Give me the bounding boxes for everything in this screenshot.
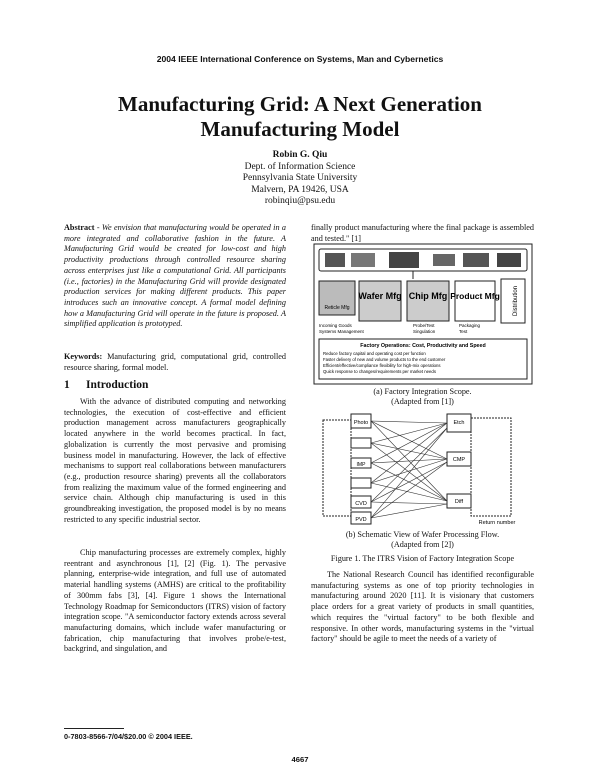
author-name: Robin G. Qiu bbox=[272, 150, 328, 160]
flow-lines bbox=[371, 421, 447, 518]
keywords bbox=[64, 352, 286, 373]
figure-factory-scope bbox=[313, 243, 533, 385]
abstract bbox=[64, 223, 286, 330]
author-dept: Dept. of Information Science bbox=[244, 161, 356, 172]
node-label: CMP bbox=[452, 457, 466, 463]
product-label: Product Mfg bbox=[450, 291, 500, 301]
wafer-label: Wafer Mfg bbox=[358, 291, 402, 301]
packaging-label: Packaging bbox=[459, 323, 481, 328]
flow-node bbox=[351, 478, 371, 488]
flow-loop bbox=[323, 420, 351, 516]
right-bottom-paragraph: The National Research Council has identified reconfigurable manufacturing systems as one of top priority technologies in manufacturing around 2020 [11]. It is visionary that customers place orders for a great variety of products in small quantities, which requires the "virtual factory" to be both flexible and responsive. In other words, manufacturing systems in the "virtual factory" should be agile to meet the needs of a variety of bbox=[311, 570, 534, 644]
keywords-label: Keywords: bbox=[64, 352, 103, 361]
speed-bullet: Efficient/effective/compliance flexibility for high-mix operations bbox=[323, 363, 441, 368]
paper-title: Manufacturing Grid: A Next Generation Manufacturing Model bbox=[118, 92, 482, 141]
product-box bbox=[455, 281, 495, 321]
abstract-text: - We envision that manufacturing would be operated in a more integrated and collaborative fashion in the future. A Manufacturing Grid would be created for low-cost and high productivity productions through controlled resource sharing across enterprises just like a computational Grid. All participants (i.e., factories) in the Manufacturing Grid will provide designated production services for making different products. This paper introduces such an innovative concept. A formal model defining how a Manufacturing Grid will operate in the future is proposed. A simplified application is prototyped. bbox=[64, 223, 286, 329]
keywords-text: Manufacturing grid, computational grid, controlled resource sharing, formal model. bbox=[64, 352, 286, 372]
figure-b-caption: (b) Schematic View of Wafer Processing Flow. bbox=[345, 530, 500, 539]
distribution-label: Distribution bbox=[513, 285, 519, 317]
speed-bullet: Reduce factory capital and operating cost per function bbox=[323, 351, 426, 356]
node-label: IMP bbox=[356, 462, 366, 468]
node-label: Etch bbox=[453, 420, 465, 426]
building-icon bbox=[497, 253, 521, 267]
section-heading bbox=[64, 379, 148, 391]
node-label: Diff bbox=[454, 499, 464, 505]
figure-a-caption: (a) Factory Integration Scope. bbox=[373, 387, 472, 396]
truck-icon bbox=[433, 254, 455, 266]
test-label: Test bbox=[459, 329, 468, 334]
incoming-label: Incoming Goods bbox=[319, 323, 352, 328]
figure-a-source: (Adapted from [1]) bbox=[391, 397, 454, 406]
factory-icon bbox=[389, 252, 419, 268]
right-top-paragraph: finally product manufacturing where the final package is assembled and tested." [1] bbox=[311, 223, 534, 243]
speed-title: Factory Operations: Cost, Productivity and Speed bbox=[360, 343, 486, 349]
singulation-label: Singulation bbox=[413, 329, 436, 334]
node-label: CVD bbox=[355, 501, 367, 507]
return-number-label: Return number bbox=[478, 520, 516, 526]
section-number: 1 bbox=[64, 379, 70, 391]
footnote-rule bbox=[64, 728, 124, 729]
equipment-icon bbox=[351, 253, 375, 267]
speed-bullet: Quick response to changes/requirements per market needs bbox=[323, 369, 436, 374]
warehouse-icon bbox=[463, 253, 489, 267]
author-university: Pennsylvania State University bbox=[242, 173, 358, 184]
copyright-footnote: 0-7803-8566-7/04/$20.00 © 2004 IEEE. bbox=[64, 732, 193, 741]
node-label: Photo bbox=[353, 420, 369, 426]
intro-paragraph-2: Chip manufacturing processes are extremely complex, highly reentrant and asynchronous [1], [2] (Fig. 1). The pervasive planning, enterprise-wide integration, and full use of automated material handling systems (AMHS) are critical to the profitability of 300mm fabs [3], [4]. Figure 1 shows the International Technology Roadmap for Semiconductors (ITRS) vision of factory integration scope. "A semiconductor factory extends across several manufacturing domains, which include wafer manufacturing or fabrication, chip manufacturing that involves probe/e-test, backgrind, and singulation, and bbox=[64, 548, 286, 654]
wafer-box bbox=[359, 281, 401, 321]
author-email: robinqiu@psu.edu bbox=[264, 196, 336, 207]
section-title: Introduction bbox=[86, 379, 149, 391]
supplier-icon bbox=[325, 253, 345, 267]
figure-wafer-flow bbox=[315, 410, 531, 528]
flow-node bbox=[351, 438, 371, 448]
figure-b-source: (Adapted from [2]) bbox=[391, 540, 454, 549]
author-city: Malvern, PA 19426, USA bbox=[251, 184, 349, 195]
author-block bbox=[150, 150, 450, 208]
page-number: 4667 bbox=[291, 755, 309, 764]
systems-label: Systems Management bbox=[319, 329, 364, 334]
intro-paragraph-1: With the advance of distributed computing and networking technologies, the execution of cost-effective and efficient production management across manufacturers geographically located anywhere in the world becomes practical. In fact, globalization is currently the most pervasive and promising business model in manufacturing. However, the lack of effective mechanisms to support real collaborations between manufacturers (e.g., production resource sharing) prevents all the collaborators from realizing the maximum value of the formed engineering and service chain. Although chip manufacturing is used in this groundbreaking investigation, the proposed model is by no means restricted to any specific industrial sector. bbox=[64, 397, 286, 524]
flow-loop bbox=[471, 418, 511, 516]
chip-label: Chip Mfg bbox=[408, 291, 448, 301]
figure-1-caption: Figure 1. The ITRS Vision of Factory Integration Scope bbox=[330, 554, 515, 563]
speed-bullet: Faster delivery of new and volume products to the end customer bbox=[323, 357, 446, 362]
abstract-label: Abstract bbox=[64, 223, 95, 232]
conference-header: 2004 IEEE International Conference on Systems, Man and Cybernetics bbox=[156, 54, 444, 64]
reticle-label: Reticle Mfg bbox=[324, 305, 350, 311]
node-label: PVD bbox=[355, 517, 367, 523]
chip-box bbox=[407, 281, 449, 321]
probe-label: Probe/Test bbox=[413, 323, 435, 328]
